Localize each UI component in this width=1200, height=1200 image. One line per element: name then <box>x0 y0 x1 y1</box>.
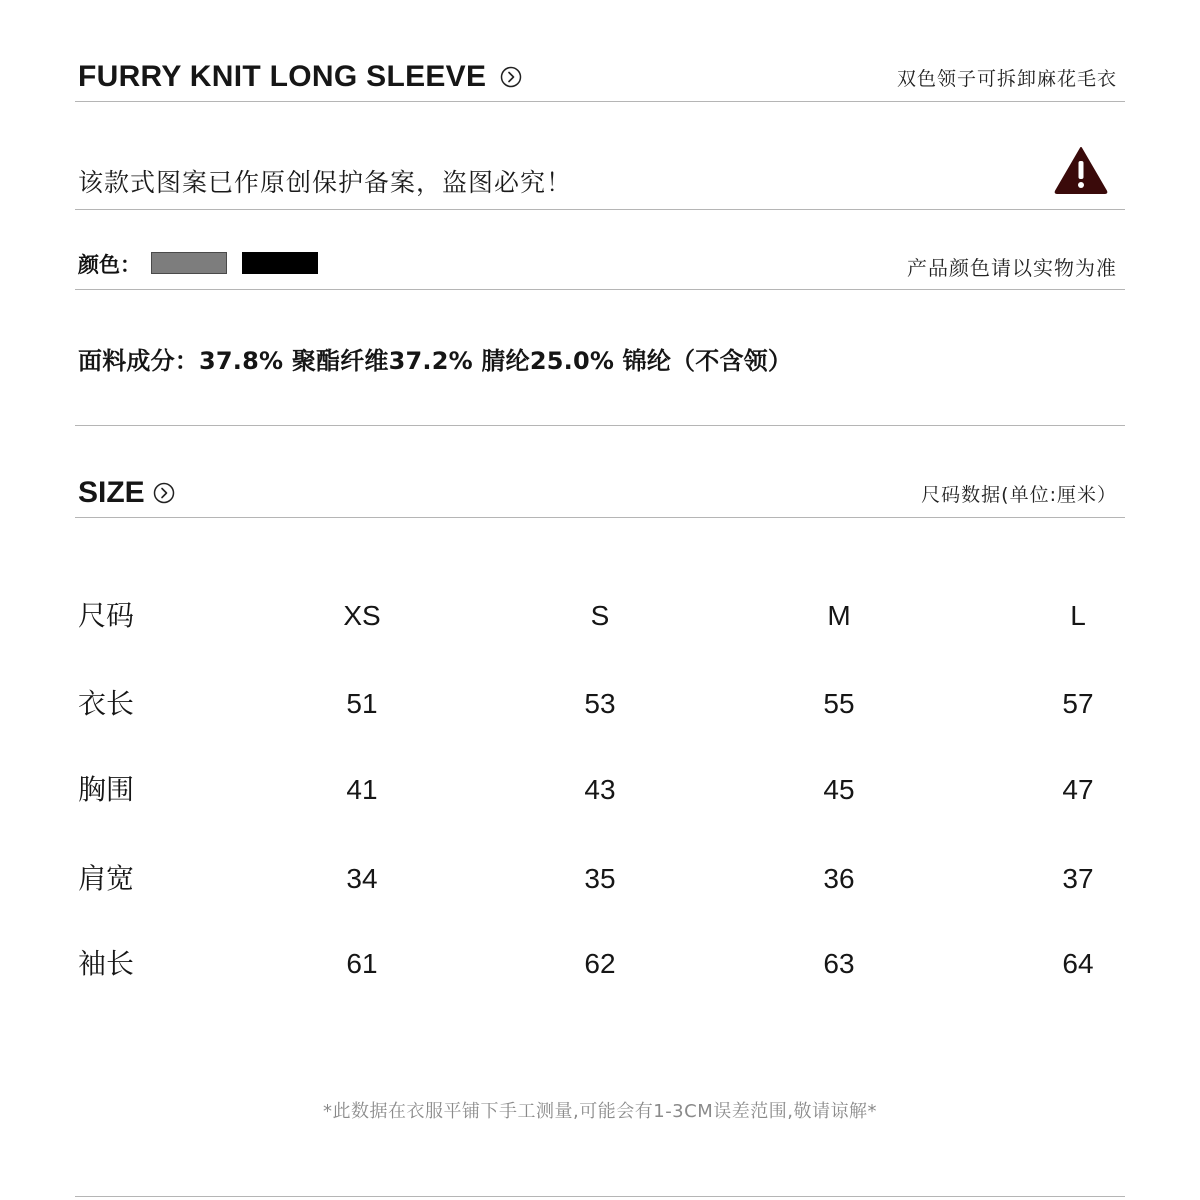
table-cell: 41 <box>346 774 378 805</box>
table-cell: 47 <box>1062 774 1094 805</box>
row-label-length: 衣长 <box>78 687 135 720</box>
header-label: 尺码 <box>78 599 135 632</box>
chevron-right-circle-icon[interactable] <box>153 482 175 504</box>
table-cell: 63 <box>823 948 855 979</box>
table-cell: 35 <box>584 863 616 894</box>
divider <box>75 1196 1125 1197</box>
table-cell: 45 <box>823 774 855 805</box>
divider <box>75 101 1125 102</box>
size-title: SIZE <box>78 476 145 509</box>
copyright-notice: 该款式图案已作原创保护备案，盗图必究！ <box>78 168 573 197</box>
table-cell: 43 <box>584 774 616 805</box>
warning-triangle-icon <box>1053 145 1109 195</box>
table-cell: 62 <box>584 948 616 979</box>
table-cell: 53 <box>584 688 616 719</box>
size-s: S <box>590 600 610 631</box>
size-title-block <box>78 472 175 514</box>
size-table-header-row <box>0 596 1200 636</box>
chevron-right-circle-icon[interactable] <box>500 66 522 88</box>
divider <box>75 517 1125 518</box>
product-title-block <box>78 56 522 98</box>
divider <box>75 209 1125 210</box>
row-label-shoulder: 肩宽 <box>78 862 135 895</box>
color-swatch-black[interactable] <box>242 252 318 274</box>
color-label: 颜色： <box>78 253 141 277</box>
table-cell: 55 <box>823 688 855 719</box>
table-row <box>0 859 1200 899</box>
divider <box>75 425 1125 426</box>
size-m: M <box>827 600 851 631</box>
table-cell: 57 <box>1062 688 1094 719</box>
table-row <box>0 684 1200 724</box>
table-cell: 61 <box>346 948 378 979</box>
row-label-chest: 胸围 <box>78 773 135 806</box>
row-label-sleeve: 袖长 <box>78 947 135 980</box>
size-xs: XS <box>343 600 381 631</box>
fabric-composition: 面料成分：37.8% 聚酯纤维37.2% 腈纶25.0% 锦纶（不含领） <box>78 347 793 375</box>
size-l: L <box>1070 600 1086 631</box>
table-cell: 34 <box>346 863 378 894</box>
table-cell: 51 <box>346 688 378 719</box>
divider <box>75 289 1125 290</box>
table-cell: 37 <box>1062 863 1094 894</box>
table-cell: 64 <box>1062 948 1094 979</box>
color-swatch-gray[interactable] <box>151 252 227 274</box>
product-title: FURRY KNIT LONG SLEEVE <box>78 60 487 93</box>
product-subtitle: 双色领子可拆卸麻花毛衣 <box>896 68 1117 90</box>
color-note: 产品颜色请以实物为准 <box>907 256 1117 280</box>
table-row <box>0 770 1200 810</box>
size-unit-note: 尺码数据(单位:厘米） <box>921 484 1117 506</box>
measurement-footnote: *此数据在衣服平铺下手工测量,可能会有1-3CM误差范围,敬请谅解* <box>323 1101 877 1122</box>
table-cell: 36 <box>823 863 855 894</box>
table-row <box>0 944 1200 984</box>
